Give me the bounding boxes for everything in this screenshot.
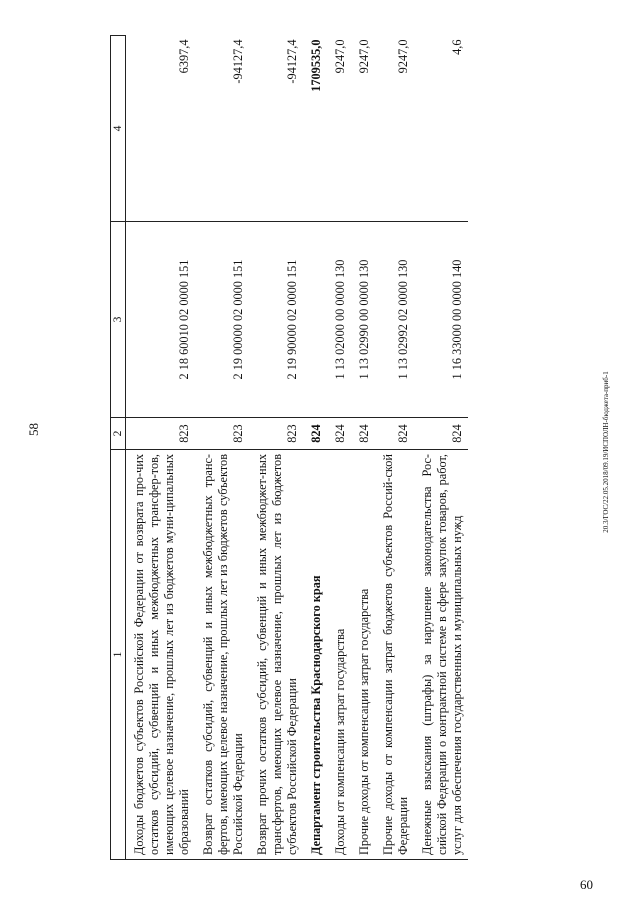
row-name: Возврат прочих остатков субсидий, субвенций и иных межбюджет-ных трансфертов, имеющих целевое назначение, прошлых лет из бюджетов субъектов Российской Федерации [249,450,303,860]
revenue-table-rotated [110,36,468,860]
table-row [126,36,196,860]
row-budget-code: 1 13 02992 02 0000 130 [375,222,414,418]
row-name: Возврат остатков субсидий, субвенций и иных межбюджетных транс-фертов, имеющих целевое назначение, прошлых лет из бюджетов субъектов Российской Федерации [195,450,249,860]
row-amount: -94127,4 [195,36,249,222]
header-col-3: 3 [111,222,126,418]
row-budget-code [303,222,327,418]
row-admin-code: 824 [351,418,375,450]
table-row-department [303,36,327,860]
row-admin-code: 824 [303,418,327,450]
row-name: Департамент строительства Краснодарского края [303,450,327,860]
table-row [195,36,249,860]
table-header-row [111,36,126,860]
page-number-bottom: 60 [580,877,593,892]
row-budget-code: 1 13 02000 00 0000 130 [327,222,351,418]
row-amount: 9247,0 [375,36,414,222]
page-number-top: 58 [26,423,41,436]
row-budget-code: 2 18 60010 02 0000 151 [126,222,196,418]
table-row [327,36,351,860]
row-budget-code: 1 16 33000 00 0000 140 [414,222,468,418]
row-name: Доходы от компенсации затрат государства [327,450,351,860]
row-amount: 4,6 [414,36,468,222]
row-name: Прочие доходы от компенсации затрат государства [351,450,375,860]
header-col-1: 1 [111,450,126,860]
header-col-2: 2 [111,418,126,450]
table-row [414,36,468,860]
row-admin-code: 823 [126,418,196,450]
table-row [375,36,414,860]
row-amount: 6397,4 [126,36,196,222]
header-col-4: 4 [111,36,126,222]
row-budget-code: 2 19 00000 02 0000 151 [195,222,249,418]
row-amount: 1709535,0 [303,36,327,222]
row-admin-code: 823 [249,418,303,450]
revenue-table [110,35,468,860]
row-amount: -94127,4 [249,36,303,222]
row-admin-code: 824 [414,418,468,450]
row-name: Денежные взыскания (штрафы) за нарушение законодательства Рос-сийской Федерации о контрактной системе в сфере закупок товаров, работ, услуг для обеспечения государственных и муниципальных нужд [414,450,468,860]
row-amount: 9247,0 [351,36,375,222]
table-row [249,36,303,860]
row-admin-code: 824 [327,418,351,450]
row-budget-code: 1 13 02990 00 0000 130 [351,222,375,418]
row-amount: 9247,0 [327,36,351,222]
row-admin-code: 823 [195,418,249,450]
row-admin-code: 824 [375,418,414,450]
row-name: Прочие доходы от компенсации затрат бюджетов субъектов Россий-ской Федерации [375,450,414,860]
row-name: Доходы бюджетов субъектов Российской Федерации от возврата про-чих остатков субсидий, субвенций и иных межбюджетных трансфер-тов, имеющих целевое назначение, прошлых лет из бюджетов муни-ципальных образований [126,450,196,860]
table-row [351,36,375,860]
document-side-code: 20.3/ГОС/22.05.2018/09.19/ИСПОЛН-бюджета-приб-1 [602,371,610,533]
row-budget-code: 2 19 90000 02 0000 151 [249,222,303,418]
